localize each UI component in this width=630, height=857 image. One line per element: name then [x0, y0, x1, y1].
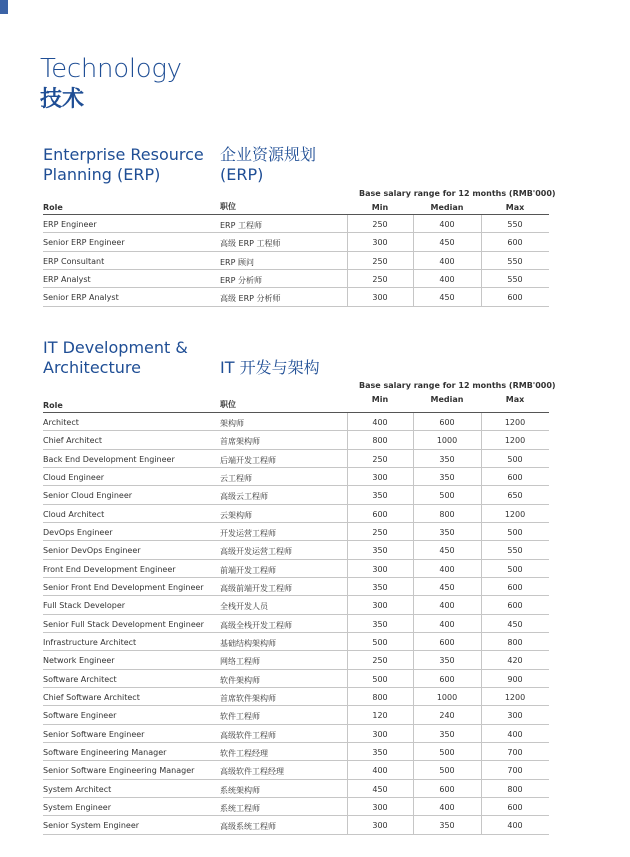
- cell-max: 700: [507, 766, 523, 776]
- cell-role: Senior Software Engineering Manager: [43, 766, 195, 776]
- cell-role: Network Engineer: [43, 656, 115, 666]
- cell-role: Senior ERP Engineer: [43, 238, 125, 248]
- cell-max: 500: [507, 454, 523, 464]
- cell-role-zh: 高级软件工程师: [220, 730, 276, 740]
- table-row: [43, 578, 549, 596]
- cell-role: Senior Cloud Engineer: [43, 491, 133, 501]
- cell-median: 450: [439, 238, 455, 248]
- cell-median: 450: [439, 293, 455, 303]
- table-row: [43, 560, 549, 578]
- cell-median: 350: [439, 821, 455, 831]
- cell-role-zh: ERP 工程师: [220, 221, 262, 230]
- cell-median: 240: [439, 711, 455, 721]
- table-row: [43, 725, 549, 743]
- cell-min: 250: [372, 656, 388, 666]
- cell-role-zh: 云架构师: [220, 510, 252, 520]
- cell-role-zh: 软件架构师: [220, 675, 260, 685]
- cell-max: 700: [507, 747, 523, 757]
- cell-max: 400: [507, 821, 523, 831]
- cell-median: 500: [439, 766, 455, 776]
- cell-min: 300: [372, 238, 388, 248]
- section-it-heading-zh: [220, 358, 320, 378]
- heading-zh-line1: IT 开发与架构: [220, 358, 320, 377]
- cell-median: 350: [439, 729, 455, 739]
- cell-role-zh: 系统工程师: [220, 803, 260, 813]
- cell-role-zh: 开发运营工程师: [220, 528, 276, 538]
- table-row: [43, 633, 549, 651]
- cell-max: 550: [507, 274, 523, 284]
- cell-min: 250: [372, 527, 388, 537]
- col-median: Median: [430, 395, 464, 404]
- page-title-zh: 技术: [40, 87, 85, 112]
- salary-range-label: Base salary range for 12 months (RMB'000): [359, 381, 556, 390]
- cell-role-zh: 首席软件架构师: [220, 693, 276, 703]
- cell-min: 450: [372, 784, 388, 794]
- cell-min: 350: [372, 619, 388, 629]
- cell-min: 500: [372, 637, 388, 647]
- section-it-heading-en: [43, 338, 188, 378]
- cell-median: 350: [439, 656, 455, 666]
- cell-min: 600: [372, 509, 388, 519]
- table-row: [43, 252, 549, 270]
- cell-min: 350: [372, 491, 388, 501]
- section-erp-heading-zh: [220, 145, 316, 185]
- cell-role: DevOps Engineer: [43, 527, 113, 537]
- cell-median: 600: [439, 784, 455, 794]
- cell-min: 350: [372, 546, 388, 556]
- cell-role: Chief Architect: [43, 436, 103, 446]
- table-row: [43, 468, 549, 486]
- table-row: [43, 486, 549, 504]
- cell-max: 1200: [504, 692, 526, 702]
- cell-min: 250: [372, 256, 388, 266]
- cell-role-zh: 软件工程师: [220, 712, 260, 722]
- cell-min: 300: [372, 293, 388, 303]
- cell-max: 550: [507, 220, 523, 229]
- table-row: [43, 743, 549, 761]
- cell-min: 300: [372, 564, 388, 574]
- table-row: [43, 431, 549, 449]
- table-row: [43, 523, 549, 541]
- cell-median: 350: [439, 454, 455, 464]
- cell-role: Full Stack Developer: [43, 601, 126, 611]
- cell-role: Chief Software Architect: [43, 692, 140, 702]
- cell-role-zh: 高级软件工程经理: [220, 767, 284, 777]
- cell-role-zh: 基础结构架构师: [220, 638, 276, 648]
- cell-role: Senior Software Engineer: [43, 729, 145, 739]
- cell-min: 350: [372, 747, 388, 757]
- corner-accent-mark: [0, 0, 8, 14]
- cell-median: 400: [439, 619, 455, 629]
- cell-min: 500: [372, 674, 388, 684]
- it-salary-table: [43, 393, 549, 835]
- table-row: [43, 288, 549, 306]
- heading-zh-line2: (ERP): [220, 165, 264, 184]
- cell-role-zh: 系统架构师: [220, 785, 260, 795]
- cell-role: Front End Development Engineer: [43, 564, 176, 574]
- table-row: [43, 615, 549, 633]
- table-row: [43, 233, 549, 251]
- table-row: [43, 596, 549, 614]
- cell-min: 800: [372, 436, 388, 446]
- cell-role: Software Engineer: [43, 711, 117, 721]
- heading-zh-line1: 企业资源规划: [220, 145, 317, 164]
- cell-min: 120: [372, 711, 388, 721]
- cell-min: 800: [372, 692, 388, 702]
- cell-max: 600: [507, 601, 523, 611]
- cell-min: 300: [372, 821, 388, 831]
- table-row: [43, 450, 549, 468]
- table-body: [43, 413, 549, 835]
- cell-role: System Architect: [43, 784, 112, 794]
- cell-role: Cloud Architect: [43, 509, 105, 519]
- table-row: [43, 761, 549, 779]
- cell-role: Back End Development Engineer: [43, 454, 175, 464]
- cell-role: ERP Analyst: [43, 274, 91, 284]
- cell-median: 400: [439, 256, 455, 266]
- cell-role: Software Architect: [43, 674, 117, 684]
- cell-role-zh: 高级前端开发工程师: [220, 583, 292, 593]
- cell-median: 400: [439, 564, 455, 574]
- cell-min: 300: [372, 472, 388, 482]
- cell-median: 600: [439, 418, 455, 427]
- cell-max: 900: [507, 674, 523, 684]
- cell-max: 800: [507, 637, 523, 647]
- heading-en-line1: IT Development &: [43, 338, 188, 357]
- cell-max: 1200: [504, 418, 526, 427]
- section-erp-heading-en: [43, 145, 204, 185]
- cell-role-zh: 云工程师: [220, 473, 252, 483]
- cell-max: 600: [507, 582, 523, 592]
- cell-role-zh: 高级系统工程师: [220, 822, 276, 832]
- cell-median: 350: [439, 472, 455, 482]
- col-role: Role: [43, 203, 63, 212]
- col-max: Max: [505, 395, 525, 404]
- cell-role: ERP Consultant: [43, 256, 105, 266]
- salary-range-label: Base salary range for 12 months (RMB'000): [359, 189, 556, 198]
- col-role: Role: [43, 401, 63, 410]
- cell-median: 600: [439, 637, 455, 647]
- table-row: [43, 413, 549, 431]
- cell-role: System Engineer: [43, 802, 112, 812]
- cell-max: 500: [507, 564, 523, 574]
- table-row: [43, 816, 549, 834]
- cell-role: Senior System Engineer: [43, 821, 140, 831]
- heading-en-line2: Architecture: [43, 358, 141, 377]
- cell-max: 800: [507, 784, 523, 794]
- heading-en-line2: Planning (ERP): [43, 165, 161, 184]
- cell-median: 450: [439, 546, 455, 556]
- cell-role: Senior ERP Analyst: [43, 293, 119, 303]
- cell-role-zh: 高级开发运营工程师: [220, 547, 292, 557]
- cell-role-zh: ERP 分析师: [220, 275, 262, 285]
- table-row: [43, 706, 549, 724]
- cell-role-zh: 前端开发工程师: [220, 565, 276, 575]
- cell-median: 450: [439, 582, 455, 592]
- cell-max: 300: [507, 711, 523, 721]
- cell-median: 400: [439, 601, 455, 611]
- cell-role-zh: ERP 顾问: [220, 257, 254, 267]
- cell-role: Senior Front End Development Engineer: [43, 582, 204, 592]
- col-max: Max: [505, 203, 525, 212]
- cell-max: 600: [507, 293, 523, 303]
- cell-max: 550: [507, 546, 523, 556]
- table-header: [43, 393, 549, 413]
- table-row: [43, 798, 549, 816]
- cell-role-zh: 首席架构师: [220, 437, 260, 447]
- table-row: [43, 651, 549, 669]
- page-title-en: Technology: [40, 54, 182, 84]
- cell-max: 500: [507, 527, 523, 537]
- cell-min: 400: [372, 766, 388, 776]
- cell-role: Cloud Engineer: [43, 472, 105, 482]
- cell-max: 600: [507, 802, 523, 812]
- cell-min: 250: [372, 274, 388, 284]
- cell-min: 350: [372, 582, 388, 592]
- cell-max: 550: [507, 256, 523, 266]
- cell-role: Senior Full Stack Development Engineer: [43, 619, 204, 629]
- table-row: [43, 215, 549, 233]
- table-row: [43, 780, 549, 798]
- col-role-zh: 职位: [220, 202, 236, 211]
- col-median: Median: [430, 203, 464, 212]
- cell-min: 300: [372, 729, 388, 739]
- cell-median: 400: [439, 802, 455, 812]
- cell-median: 400: [439, 220, 455, 229]
- cell-max: 1200: [504, 509, 526, 519]
- col-min: Min: [371, 203, 389, 212]
- cell-median: 400: [439, 274, 455, 284]
- table-body: [43, 215, 549, 307]
- cell-max: 420: [507, 656, 523, 666]
- cell-median: 500: [439, 491, 455, 501]
- cell-median: 1000: [436, 436, 458, 446]
- cell-max: 400: [507, 729, 523, 739]
- cell-median: 500: [439, 747, 455, 757]
- cell-max: 600: [507, 238, 523, 248]
- cell-min: 400: [372, 418, 388, 427]
- table-row: [43, 505, 549, 523]
- cell-median: 350: [439, 527, 455, 537]
- cell-role: ERP Engineer: [43, 220, 97, 229]
- cell-median: 800: [439, 509, 455, 519]
- table-row: [43, 541, 549, 559]
- heading-en-line1: Enterprise Resource: [43, 145, 204, 164]
- cell-min: 250: [372, 454, 388, 464]
- col-role-zh: 职位: [220, 400, 236, 409]
- cell-min: 300: [372, 601, 388, 611]
- cell-role: Software Engineering Manager: [43, 747, 167, 757]
- cell-max: 600: [507, 472, 523, 482]
- cell-min: 250: [372, 220, 388, 229]
- cell-max: 650: [507, 491, 523, 501]
- table-row: [43, 270, 549, 288]
- cell-max: 1200: [504, 436, 526, 446]
- cell-role-zh: 高级 ERP 分析师: [220, 294, 281, 304]
- cell-role: Infrastructure Architect: [43, 637, 137, 647]
- table-row: [43, 688, 549, 706]
- cell-min: 300: [372, 802, 388, 812]
- page-title: [40, 53, 182, 114]
- cell-role-zh: 高级云工程师: [220, 492, 268, 502]
- cell-role-zh: 后端开发工程师: [220, 455, 276, 465]
- table-header: [43, 201, 549, 215]
- cell-role: Senior DevOps Engineer: [43, 546, 141, 556]
- col-min: Min: [371, 395, 389, 404]
- cell-median: 600: [439, 674, 455, 684]
- cell-role-zh: 高级全栈开发工程师: [220, 620, 292, 630]
- cell-role-zh: 软件工程经理: [220, 748, 268, 758]
- cell-role: Architect: [43, 418, 79, 427]
- cell-role-zh: 架构师: [220, 419, 244, 428]
- erp-salary-table: [43, 201, 549, 307]
- cell-role-zh: 高级 ERP 工程师: [220, 239, 281, 249]
- cell-role-zh: 全栈开发人员: [220, 602, 268, 612]
- cell-max: 450: [507, 619, 523, 629]
- cell-median: 1000: [436, 692, 458, 702]
- cell-role-zh: 网络工程师: [220, 657, 260, 667]
- table-row: [43, 670, 549, 688]
